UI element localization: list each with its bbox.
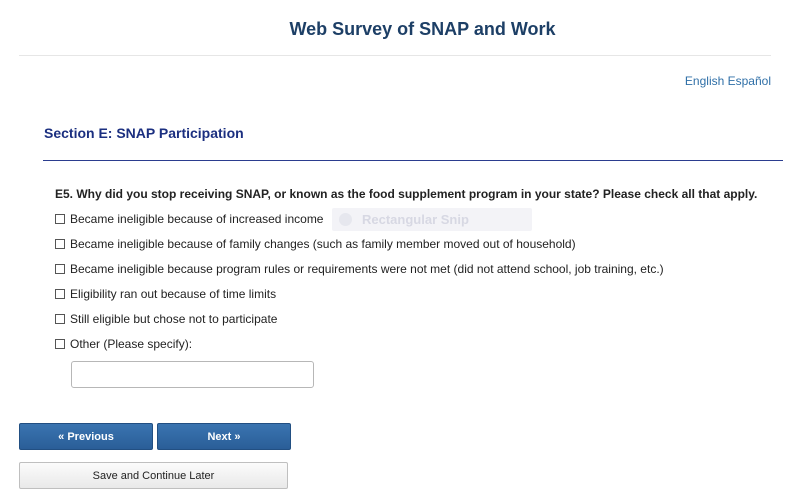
snip-overlay xyxy=(332,208,532,231)
checkbox[interactable] xyxy=(55,339,65,349)
header-divider xyxy=(19,55,771,56)
option-label: Still eligible but chose not to participate xyxy=(70,312,278,326)
option-rules-not-met[interactable] xyxy=(55,262,664,287)
checkbox[interactable] xyxy=(55,264,65,274)
option-family-changes[interactable] xyxy=(55,237,664,262)
language-switcher xyxy=(685,74,771,88)
question-text: E5. Why did you stop receiving SNAP, or known as the food supplement program in your state? Please check all that apply. xyxy=(55,187,758,201)
answer-options xyxy=(55,212,664,362)
save-continue-later-button[interactable]: Save and Continue Later xyxy=(19,462,288,489)
option-chose-not-to-participate[interactable] xyxy=(55,312,664,337)
option-other[interactable] xyxy=(55,337,664,362)
language-link-english[interactable]: English xyxy=(684,74,725,88)
next-button[interactable]: Next » xyxy=(157,423,291,450)
previous-button[interactable]: « Previous xyxy=(19,423,153,450)
snip-overlay-label: Rectangular Snip xyxy=(362,212,469,227)
checkbox[interactable] xyxy=(55,239,65,249)
option-label: Became ineligible because program rules or requirements were not met (did not attend school, job training, etc.) xyxy=(70,262,664,276)
option-time-limits[interactable] xyxy=(55,287,664,312)
option-label: Eligibility ran out because of time limits xyxy=(70,287,277,301)
option-label: Other (Please specify): xyxy=(70,337,193,351)
option-label: Became ineligible because of increased income xyxy=(70,212,324,226)
section-divider xyxy=(43,160,783,161)
section-title: Section E: SNAP Participation xyxy=(44,125,244,141)
checkbox[interactable] xyxy=(55,314,65,324)
checkbox[interactable] xyxy=(55,214,65,224)
snip-icon xyxy=(339,213,352,226)
other-specify-input[interactable] xyxy=(71,361,314,388)
option-label: Became ineligible because of family changes (such as family member moved out of household) xyxy=(70,237,576,251)
checkbox[interactable] xyxy=(55,289,65,299)
survey-title: Web Survey of SNAP and Work xyxy=(289,19,556,39)
language-link-spanish[interactable]: Español xyxy=(727,74,771,88)
